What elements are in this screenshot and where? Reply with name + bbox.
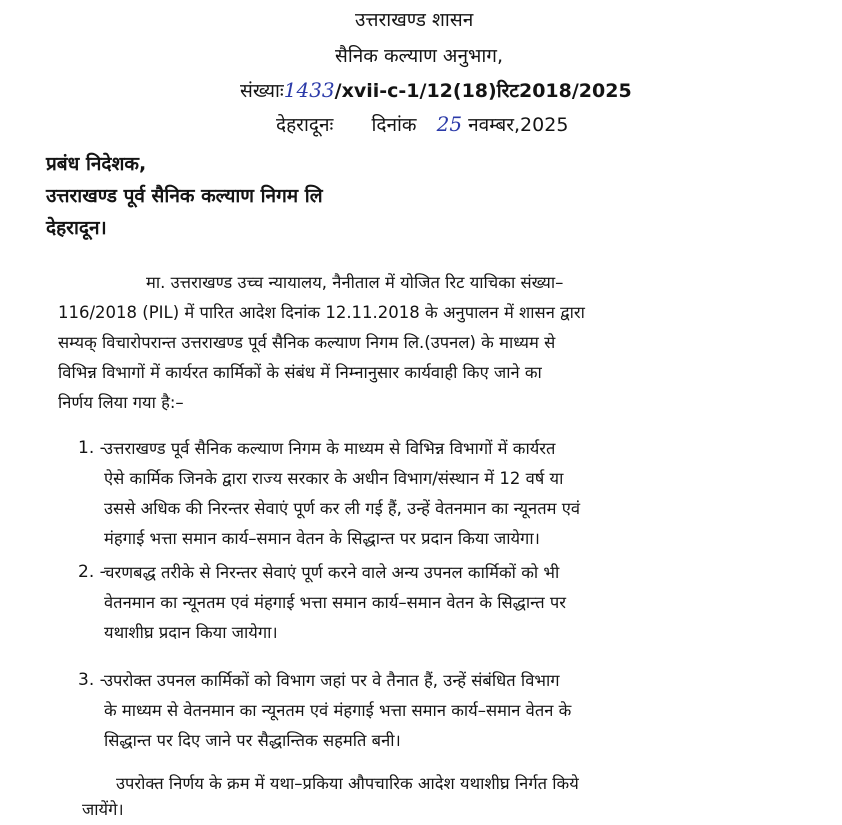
ref-prefix: संख्याः [240, 80, 284, 102]
item-1-line-4: मंहगाई भत्ता समान कार्य–समान वेतन के सिद्धान्त पर प्रदान किया जायेगा। [104, 529, 540, 548]
reference-number [240, 78, 632, 103]
handwritten-ref-number: 1433 [283, 78, 335, 102]
place: देहरादूनः [276, 114, 334, 136]
addressee-city: देहरादून। [46, 217, 107, 239]
item-number: 3. - [78, 670, 106, 690]
addressee-designation: प्रबंध निदेशक, [46, 153, 147, 175]
item-2-line-1: चरणबद्ध तरीके से निरन्तर सेवाएं पूर्ण करने वाले अन्य उपनल कार्मिकों को भी [104, 563, 560, 582]
intro-line-2: 116/2018 (PIL) में पारित आदेश दिनांक 12.11.2018 के अनुपालन में शासन द्वारा [58, 303, 585, 322]
item-2-line-2: वेतनमान का न्यूनतम एवं मंहगाई भत्ता समान कार्य–समान वेतन के सिद्धान्त पर [104, 593, 566, 612]
item-1-line-3: उससे अधिक की निरन्तर सेवाएं पूर्ण कर ली गई हैं, उन्हें वेतनमान का न्यूनतम एवं [104, 499, 581, 518]
item-number: 2. - [78, 562, 106, 582]
section-title: सैनिक कल्याण अनुभाग, [335, 45, 504, 67]
item-number: 1. - [78, 438, 106, 458]
item-1-line-2: ऐसे कार्मिक जिनके द्वारा राज्य सरकार के अधीन विभाग/संस्थान में 12 वर्ष या [104, 469, 564, 488]
govt-title: उत्तराखण्ड शासन [355, 9, 474, 31]
item-3-line-2: के माध्यम से वेतनमान का न्यूनतम एवं मंहगाई भत्ता समान कार्य–समान वेतन के [104, 701, 572, 720]
closing-line-1: उपरोक्त निर्णय के क्रम में यथा–प्रकिया औपचारिक आदेश यथाशीघ्र निर्गत किये [116, 774, 579, 793]
intro-line-5: निर्णय लिया गया है:– [58, 393, 184, 412]
item-3-line-3: सिद्धान्त पर दिए जाने पर सैद्धान्तिक सहमति बनी। [104, 731, 401, 750]
intro-line-3: सम्यक् विचारोपरान्त उत्तराखण्ड पूर्व सैनिक कल्याण निगम लि.(उपनल) के माध्यम से [58, 333, 556, 352]
closing-line-2: जायेंगे। [82, 800, 124, 819]
addressee-organisation: उत्तराखण्ड पूर्व सैनिक कल्याण निगम लि [46, 185, 323, 207]
ref-suffix: /xvii-c-1/12(18)रिट2018/2025 [334, 80, 632, 102]
intro-line-4: विभिन्न विभागों में कार्यरत कार्मिकों के संबंध में निम्नानुसार कार्यवाही किए जाने का [58, 363, 542, 382]
item-1-line-1: उत्तराखण्ड पूर्व सैनिक कल्याण निगम के माध्यम से विभिन्न विभागों में कार्यरत [104, 439, 556, 458]
date-rest: नवम्बर,2025 [468, 114, 569, 136]
place-date-line [276, 112, 568, 137]
item-3-line-1: उपरोक्त उपनल कार्मिकों को विभाग जहां पर वे तैनात हैं, उन्हें संबंधित विभाग [104, 671, 560, 690]
item-2-line-3: यथाशीघ्र प्रदान किया जायेगा। [104, 623, 278, 642]
date-label: दिनांक [371, 114, 417, 136]
handwritten-date-day: 25 [436, 112, 463, 136]
intro-line-1: मा. उत्तराखण्ड उच्च न्यायालय, नैनीताल में योजित रिट याचिका संख्या– [146, 273, 564, 292]
